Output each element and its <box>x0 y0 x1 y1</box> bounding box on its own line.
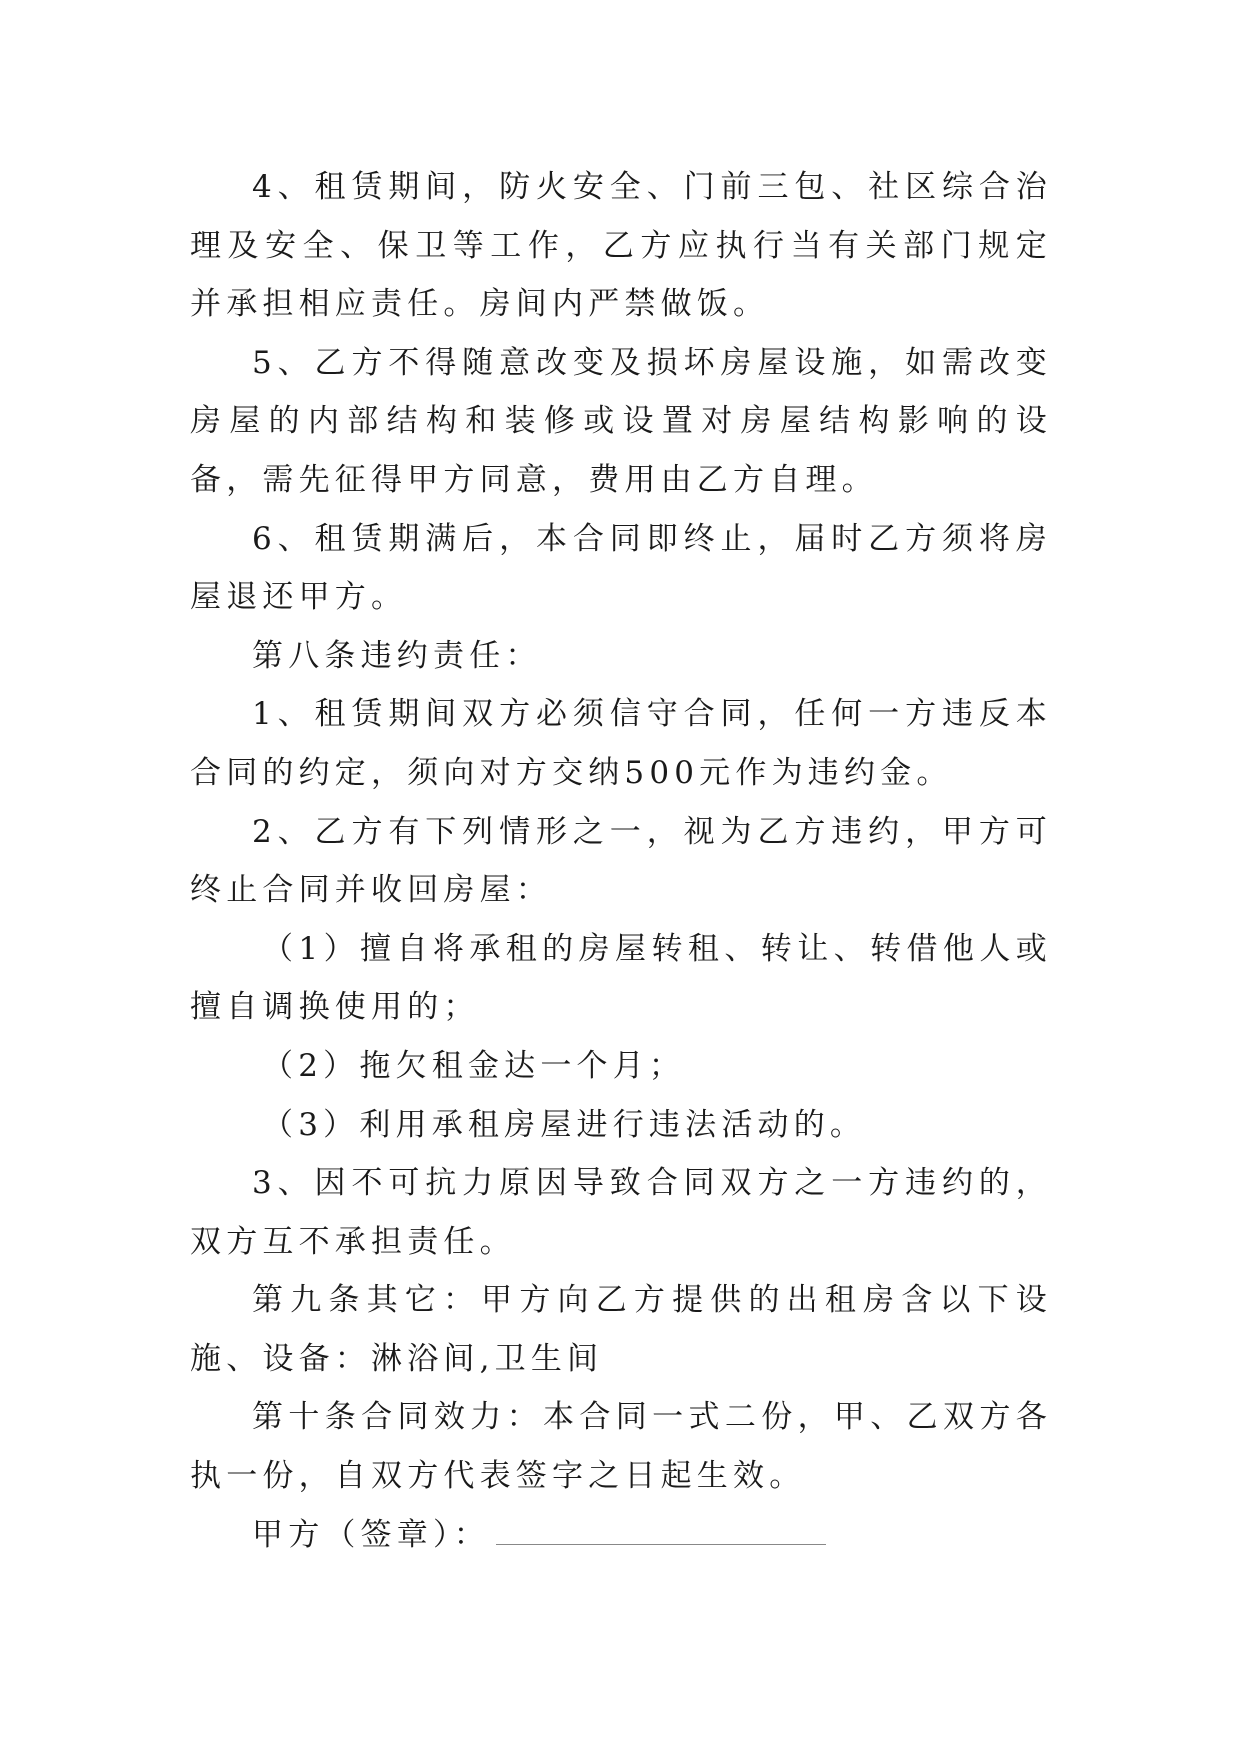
article-paragraph: 第十条合同效力：本合同一式二份，甲、乙双方各执一份，自双方代表签字之日起生效。 <box>190 1399 1052 1495</box>
sub-clause-paragraph: （2）拖欠租金达一个月； <box>262 1047 686 1084</box>
signature-line[interactable] <box>496 1514 826 1545</box>
sub-clause-paragraph: （3）利用承租房屋进行违法活动的。 <box>262 1106 867 1143</box>
clause-paragraph: 5、乙方不得随意改变及损坏房屋设施，如需改变房屋的内部结构和装修或设置对房屋结构影响的设备，需先征得甲方同意，费用由乙方自理。 <box>190 344 1052 498</box>
clause-paragraph: 1、租赁期间双方必须信守合同，任何一方违反本合同的约定，须向对方交纳500元作为违约金。 <box>190 696 1052 791</box>
clause-paragraph: 2、乙方有下列情形之一，视为乙方违约，甲方可终止合同并收回房屋： <box>190 813 1052 909</box>
clause-paragraph: 3、因不可抗力原因导致合同双方之一方违约的，双方互不承担责任。 <box>190 1165 1052 1260</box>
document-body <box>190 158 1052 1564</box>
sub-clause-paragraph: （1）擅自将承租的房屋转租、转让、转借他人或擅自调换使用的； <box>190 930 1052 1026</box>
clause-paragraph: 4、租赁期间，防火安全、门前三包、社区综合治理及安全、保卫等工作，乙方应执行当有关部门规定并承担相应责任。房间内严禁做饭。 <box>190 169 1052 323</box>
signature-label: 甲方（签章）： <box>252 1516 490 1553</box>
clause-paragraph: 6、租赁期满后，本合同即终止，届时乙方须将房屋退还甲方。 <box>190 520 1052 616</box>
article-heading: 第八条违约责任： <box>252 637 542 674</box>
signature-row <box>190 1506 1052 1565</box>
article-paragraph: 第九条其它：甲方向乙方提供的出租房含以下设施、设备：淋浴间,卫生间 <box>190 1282 1052 1377</box>
